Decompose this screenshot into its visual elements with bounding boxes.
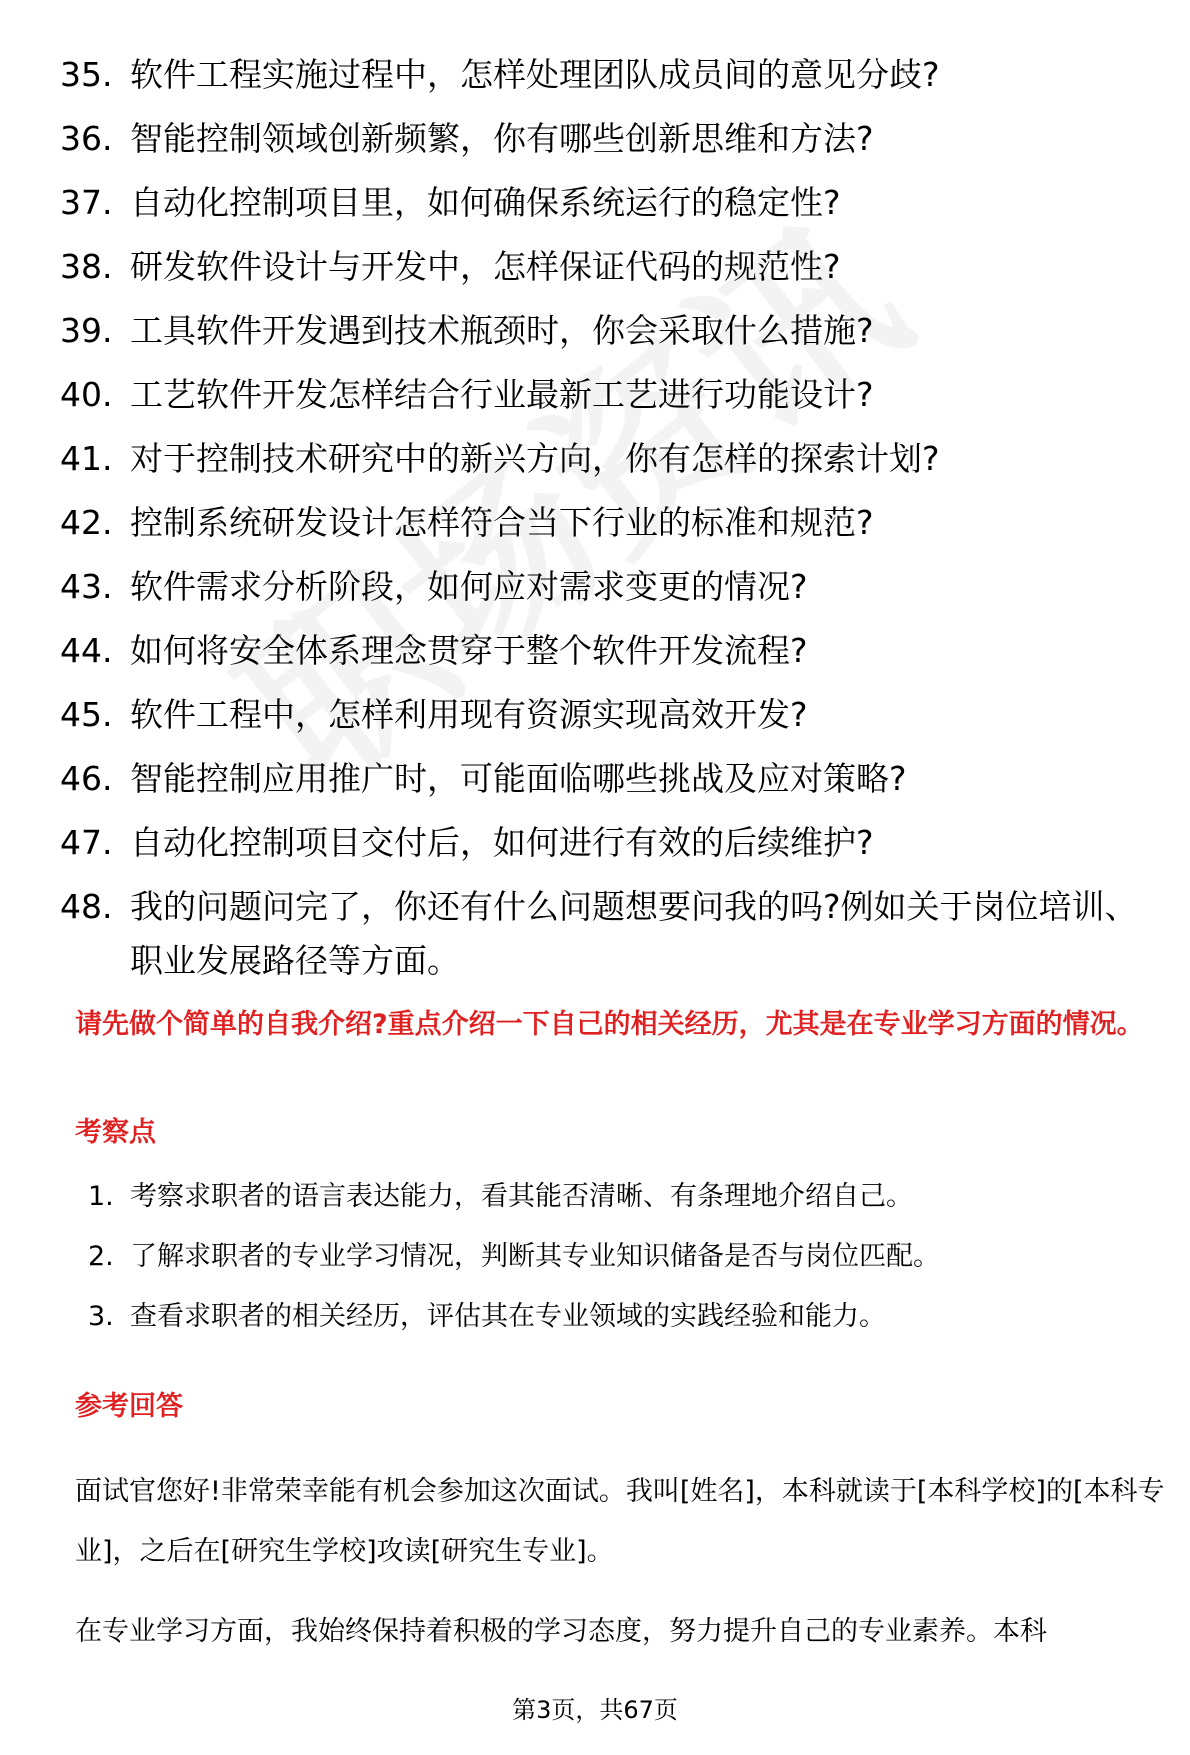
answer-title: 参考回答: [75, 1391, 183, 1422]
question-text: 工具软件开发遇到技术瓶颈时，你会采取什么措施?: [130, 311, 874, 350]
question-text: 自动化控制项目交付后，如何进行有效的后续维护?: [130, 823, 874, 862]
answer-paragraph: 面试官您好!非常荣幸能有机会参加这次面试。我叫[姓名]，本科就读于[本科学校]的[本科专业]，之后在[研究生学校]攻读[研究生专业]。: [75, 1476, 1165, 1567]
question-text: 自动化控制项目里，如何确保系统运行的稳定性?: [130, 183, 841, 222]
assessment-title: 考察点: [75, 1117, 156, 1148]
question-text: 控制系统研发设计怎样符合当下行业的标准和规范?: [130, 503, 874, 542]
answer-paragraph: 在专业学习方面，我始终保持着积极的学习态度，努力提升自己的专业素养。本科: [75, 1616, 1047, 1647]
question-number: 37.: [60, 183, 113, 222]
point-text: 查看求职者的相关经历，评估其在专业领域的实践经验和能力。: [130, 1301, 886, 1332]
question-number: 45.: [60, 695, 113, 734]
list-item: [88, 1237, 1148, 1277]
list-item: [60, 752, 1140, 806]
point-number: 2.: [88, 1241, 114, 1272]
list-item: [60, 432, 1140, 486]
list-item: [60, 176, 1140, 230]
list-item: [60, 496, 1140, 550]
page-footer: 第3页，共67页: [512, 1696, 678, 1724]
question-text: 软件需求分析阶段，如何应对需求变更的情况?: [130, 567, 808, 606]
question-text: 软件工程实施过程中，怎样处理团队成员间的意见分歧?: [130, 55, 940, 94]
question-number: 47.: [60, 823, 113, 862]
question-number: 41.: [60, 439, 113, 478]
question-number: 46.: [60, 759, 113, 798]
question-number: 36.: [60, 119, 113, 158]
question-number: 35.: [60, 55, 113, 94]
highlight-question: 请先做个简单的自我介绍?重点介绍一下自己的相关经历，尤其是在专业学习方面的情况。: [75, 1009, 1144, 1040]
list-item: [88, 1297, 1148, 1337]
list-item: [60, 816, 1140, 870]
list-item: [60, 880, 1140, 988]
question-text: 智能控制应用推广时，可能面临哪些挑战及应对策略?: [130, 759, 907, 798]
point-number: 1.: [88, 1181, 114, 1212]
assessment-list: [88, 1177, 1148, 1357]
question-text: 对于控制技术研究中的新兴方向，你有怎样的探索计划?: [130, 439, 940, 478]
question-text: 如何将安全体系理念贯穿于整个软件开发流程?: [130, 631, 808, 670]
list-item: [60, 624, 1140, 678]
question-number: 39.: [60, 311, 113, 350]
point-text: 考察求职者的语言表达能力，看其能否清晰、有条理地介绍自己。: [130, 1181, 913, 1212]
list-item: [60, 368, 1140, 422]
list-item: [60, 112, 1140, 166]
question-text: 研发软件设计与开发中，怎样保证代码的规范性?: [130, 247, 841, 286]
point-number: 3.: [88, 1301, 114, 1332]
question-number: 44.: [60, 631, 113, 670]
question-text: 工艺软件开发怎样结合行业最新工艺进行功能设计?: [130, 375, 874, 414]
question-list: [60, 48, 1140, 998]
list-item: [88, 1177, 1148, 1217]
question-number: 40.: [60, 375, 113, 414]
question-text: 软件工程中，怎样利用现有资源实现高效开发?: [130, 695, 808, 734]
list-item: [60, 688, 1140, 742]
list-item: [60, 304, 1140, 358]
question-text: 智能控制领域创新频繁，你有哪些创新思维和方法?: [130, 119, 874, 158]
list-item: [60, 48, 1140, 102]
list-item: [60, 240, 1140, 294]
question-number: 38.: [60, 247, 113, 286]
list-item: [60, 560, 1140, 614]
question-text: 我的问题问完了，你还有什么问题想要问我的吗?例如关于岗位培训、职业发展路径等方面。: [130, 887, 1138, 980]
question-number: 43.: [60, 567, 113, 606]
question-number: 42.: [60, 503, 113, 542]
question-number: 48.: [60, 887, 113, 926]
point-text: 了解求职者的专业学习情况，判断其专业知识储备是否与岗位匹配。: [130, 1241, 940, 1272]
